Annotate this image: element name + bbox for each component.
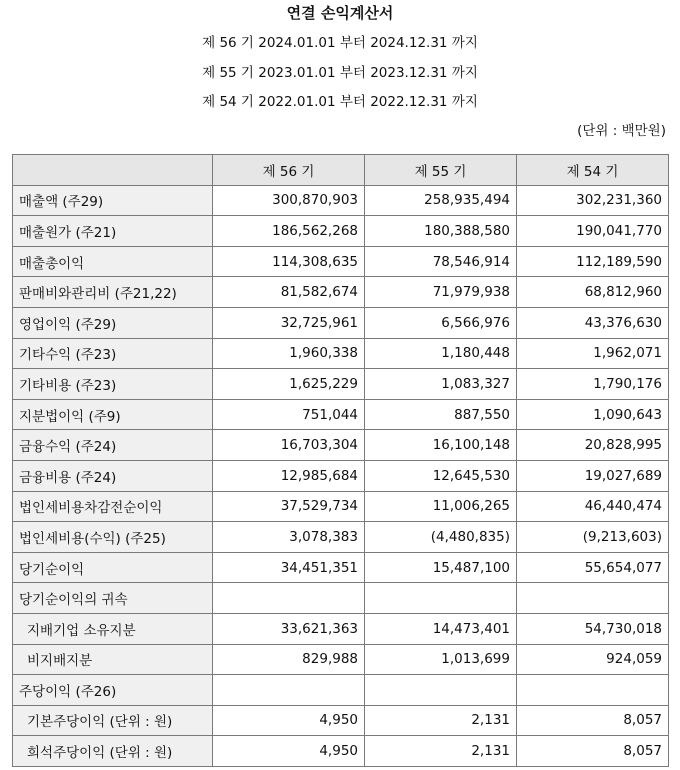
value-cell: 32,725,961	[213, 307, 365, 338]
table-row	[13, 644, 669, 675]
row-label: 주당이익 (주26)	[13, 675, 213, 706]
income-statement-table	[12, 154, 669, 767]
value-cell	[365, 675, 517, 706]
value-cell	[365, 583, 517, 614]
value-cell: 1,013,699	[365, 644, 517, 675]
row-label: 기본주당이익 (단위 : 원)	[13, 705, 213, 736]
row-label: 당기순이익	[13, 552, 213, 583]
table-body	[13, 185, 669, 766]
table-row	[13, 430, 669, 461]
value-cell: 829,988	[213, 644, 365, 675]
value-cell: 43,376,630	[517, 307, 669, 338]
value-cell: 1,962,071	[517, 338, 669, 369]
row-label: 매출원가 (주21)	[13, 216, 213, 247]
table-row	[13, 522, 669, 553]
statement-title: 연결 손익계산서	[286, 4, 394, 22]
value-cell: 4,950	[213, 705, 365, 736]
value-cell: 11,006,265	[365, 491, 517, 522]
table-row	[13, 216, 669, 247]
value-cell: 186,562,268	[213, 216, 365, 247]
value-cell: 4,950	[213, 736, 365, 767]
row-label: 비지배지분	[13, 644, 213, 675]
value-cell: 180,388,580	[365, 216, 517, 247]
value-cell: (9,213,603)	[517, 522, 669, 553]
row-label: 기타수익 (주23)	[13, 338, 213, 369]
value-cell	[213, 583, 365, 614]
row-label: 지분법이익 (주9)	[13, 399, 213, 430]
value-cell: 54,730,018	[517, 613, 669, 644]
value-cell	[517, 583, 669, 614]
value-cell: 78,546,914	[365, 246, 517, 277]
value-cell	[517, 675, 669, 706]
value-cell: 20,828,995	[517, 430, 669, 461]
row-label: 매출액 (주29)	[13, 185, 213, 216]
row-label: 당기순이익의 귀속	[13, 583, 213, 614]
row-label: 매출총이익	[13, 246, 213, 277]
value-cell: 8,057	[517, 705, 669, 736]
value-cell: 302,231,360	[517, 185, 669, 216]
value-cell: 887,550	[365, 399, 517, 430]
value-cell: 112,189,590	[517, 246, 669, 277]
value-cell: 3,078,383	[213, 522, 365, 553]
value-cell: 751,044	[213, 399, 365, 430]
unit-label: (단위 : 백만원)	[577, 123, 666, 139]
value-cell: 1,960,338	[213, 338, 365, 369]
value-cell: 19,027,689	[517, 460, 669, 491]
row-label: 금융수익 (주24)	[13, 430, 213, 461]
table-row	[13, 675, 669, 706]
header-period-54: 제 54 기	[517, 155, 669, 186]
row-label: 법인세비용차감전순이익	[13, 491, 213, 522]
header-label-col	[13, 155, 213, 186]
header-period-55: 제 55 기	[365, 155, 517, 186]
table-row	[13, 399, 669, 430]
row-label: 지배기업 소유지분	[13, 613, 213, 644]
value-cell: 71,979,938	[365, 277, 517, 308]
value-cell: 2,131	[365, 736, 517, 767]
value-cell: 258,935,494	[365, 185, 517, 216]
value-cell: 190,041,770	[517, 216, 669, 247]
value-cell: 12,645,530	[365, 460, 517, 491]
value-cell: 114,308,635	[213, 246, 365, 277]
value-cell: 1,180,448	[365, 338, 517, 369]
value-cell: 2,131	[365, 705, 517, 736]
period-55: 제 55 기 2023.01.01 부터 2023.12.31 까지	[202, 65, 478, 81]
period-54: 제 54 기 2022.01.01 부터 2022.12.31 까지	[202, 94, 478, 110]
value-cell: 37,529,734	[213, 491, 365, 522]
table-row	[13, 246, 669, 277]
table-header-row	[13, 155, 669, 186]
value-cell: 16,100,148	[365, 430, 517, 461]
table-row	[13, 613, 669, 644]
row-label: 법인세비용(수익) (주25)	[13, 522, 213, 553]
value-cell: 924,059	[517, 644, 669, 675]
table-row	[13, 552, 669, 583]
value-cell: 12,985,684	[213, 460, 365, 491]
value-cell: 34,451,351	[213, 552, 365, 583]
value-cell: 300,870,903	[213, 185, 365, 216]
table-row	[13, 491, 669, 522]
table-row	[13, 369, 669, 400]
value-cell: (4,480,835)	[365, 522, 517, 553]
table-row	[13, 583, 669, 614]
value-cell: 8,057	[517, 736, 669, 767]
value-cell: 16,703,304	[213, 430, 365, 461]
value-cell: 1,083,327	[365, 369, 517, 400]
table-row	[13, 307, 669, 338]
value-cell: 68,812,960	[517, 277, 669, 308]
period-56: 제 56 기 2024.01.01 부터 2024.12.31 까지	[202, 35, 478, 51]
row-label: 영업이익 (주29)	[13, 307, 213, 338]
row-label: 희석주당이익 (단위 : 원)	[13, 736, 213, 767]
value-cell: 46,440,474	[517, 491, 669, 522]
row-label: 금융비용 (주24)	[13, 460, 213, 491]
table-row	[13, 185, 669, 216]
table-row	[13, 460, 669, 491]
value-cell	[213, 675, 365, 706]
value-cell: 33,621,363	[213, 613, 365, 644]
row-label: 기타비용 (주23)	[13, 369, 213, 400]
row-label: 판매비와관리비 (주21,22)	[13, 277, 213, 308]
value-cell: 1,625,229	[213, 369, 365, 400]
value-cell: 81,582,674	[213, 277, 365, 308]
value-cell: 15,487,100	[365, 552, 517, 583]
value-cell: 55,654,077	[517, 552, 669, 583]
table-row	[13, 277, 669, 308]
value-cell: 14,473,401	[365, 613, 517, 644]
value-cell: 6,566,976	[365, 307, 517, 338]
value-cell: 1,790,176	[517, 369, 669, 400]
header-period-56: 제 56 기	[213, 155, 365, 186]
table-row	[13, 736, 669, 767]
table-row	[13, 705, 669, 736]
table-row	[13, 338, 669, 369]
value-cell: 1,090,643	[517, 399, 669, 430]
